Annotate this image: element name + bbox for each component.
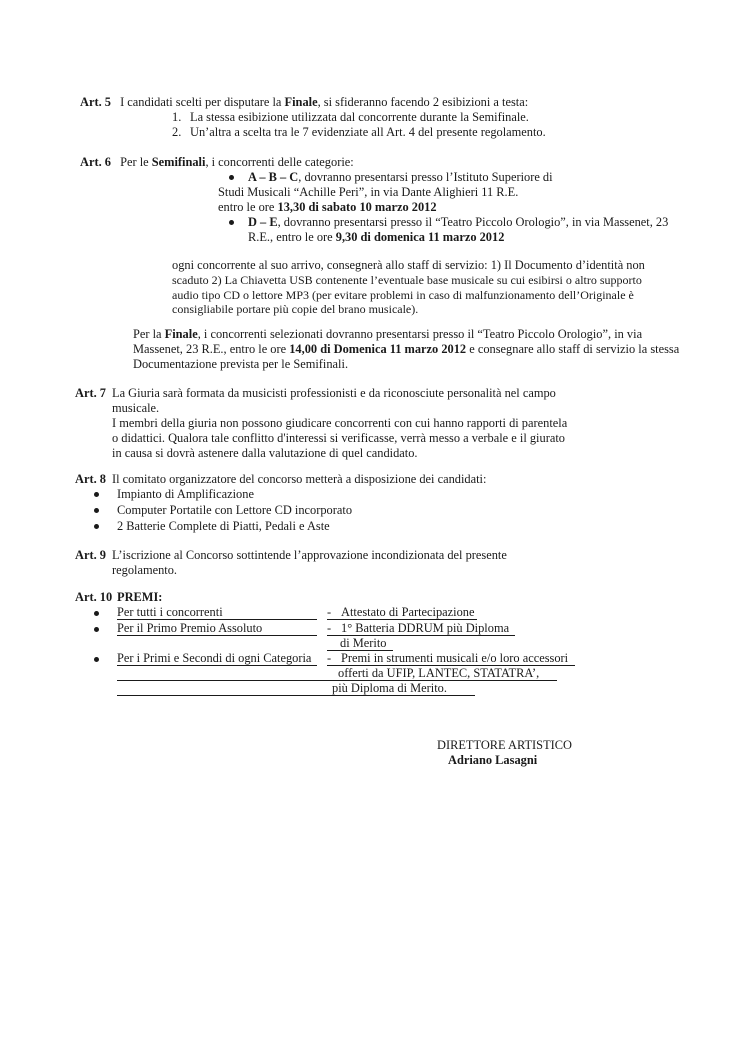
bullet-icon [94, 524, 99, 529]
art7-line5: in causa si dovrà astenere dalla valutazione di quel candidato. [112, 446, 418, 460]
art6-finale-line2: Massenet, 23 R.E., entro le ore 14,00 di Domenica 11 marzo 2012 e consegnare allo staff di servizio la stessa [133, 342, 680, 356]
art5-intro: Art. 5 I candidati scelti per disputare la Finale, si sfideranno facendo 2 esibizioni a testa: [80, 95, 529, 109]
prize-3-award-cont2: più Diploma di Merito. [332, 681, 447, 695]
art10-label: Art. 10 [75, 590, 113, 604]
art7-label: Art. 7 [75, 386, 106, 400]
art6-groupA-line2: Studi Musicali “Achille Peri”, in via Dante Alighieri 11 R.E. [218, 185, 519, 199]
underline [117, 695, 475, 696]
prize-2-recipient: Per il Primo Premio Assoluto [117, 621, 263, 635]
art7-line3: I membri della giuria non possono giudicare concorrenti con cui hanno rapporti di parentela [112, 416, 568, 430]
art6-docs-line1: ogni concorrente al suo arrivo, consegnerà allo staff di servizio: 1) Il Documento d’identità non [172, 258, 645, 272]
bullet-icon [94, 627, 99, 632]
art9-line2: regolamento. [112, 563, 178, 577]
art5-item-2: 2. Un’altra a scelta tra le 7 evidenziate all Art. 4 del presente regolamento. [172, 125, 546, 139]
art7-line1: La Giuria sarà formata da musicisti professionisti e da riconosciute personalità nel campo [112, 386, 556, 400]
art6-label: Art. 6 [80, 155, 111, 169]
art6-docs-line3: audio tipo CD o lettore MP3 (per evitare problemi in caso di malfunzionamento dell’Originale è [172, 288, 634, 302]
prize-3-award-cont: offerti da UFIP, LANTEC, STATATRA’, [338, 666, 540, 680]
signature-name: Adriano Lasagni [448, 753, 538, 767]
prize-1-award: Attestato di Partecipazione [341, 605, 475, 619]
art8-item-3: 2 Batterie Complete di Piatti, Pedali e Aste [117, 519, 330, 533]
art10-title: PREMI: [117, 590, 163, 604]
art6-docs-line4: consigliabile portare più copie del brano musicale). [172, 302, 419, 316]
art6-groupA-line1: A – B – C, dovranno presentarsi presso l’Istituto Superiore di [248, 170, 553, 184]
underline [117, 635, 317, 636]
underline [117, 619, 317, 620]
art6-docs-line2: scaduto 2) La Chiavetta USB contenente l’eventuale base musicale su cui esibirsi o altro supporto [172, 273, 642, 287]
art5-item-1: 1. La stessa esibizione utilizzata dal concorrente durante la Semifinale. [172, 110, 529, 124]
prize-1-dash: - [327, 605, 332, 619]
art8-label: Art. 8 [75, 472, 106, 486]
prize-3-dash: - [327, 651, 332, 665]
art8-intro: Il comitato organizzatore del concorso metterà a disposizione dei candidati: [112, 472, 487, 486]
bullet-icon [94, 657, 99, 662]
underline [117, 665, 317, 666]
prize-2-dash: - [327, 621, 332, 635]
art7-line2: musicale. [112, 401, 160, 415]
prize-3-award: Premi in strumenti musicali e/o loro accessori [341, 651, 569, 665]
art6-finale-line1: Per la Finale, i concorrenti selezionati dovranno presentarsi presso il “Teatro Piccolo Orologio”, in via [133, 327, 643, 341]
bullet-icon [94, 508, 99, 513]
art8-item-2: Computer Portatile con Lettore CD incorporato [117, 503, 353, 517]
art7-line4: o didattici. Qualora tale conflitto d'interessi si verificasse, verrà messo a verbale e il giurato [112, 431, 565, 445]
art6-intro: Art. 6 Per le Semifinali, i concorrenti delle categorie: [80, 155, 354, 169]
prize-2-award-cont: di Merito [340, 636, 387, 650]
prize-1-recipient: Per tutti i concorrenti [117, 605, 223, 619]
bullet-icon [229, 220, 234, 225]
bullet-icon [229, 175, 234, 180]
bullet-icon [94, 611, 99, 616]
art6-groupB-line2: R.E., entro le ore 9,30 di domenica 11 marzo 2012 [248, 230, 505, 244]
art6-groupB-line1: D – E, dovranno presentarsi presso il “Teatro Piccolo Orologio”, in via Massenet, 23 [248, 215, 669, 229]
art9-label: Art. 9 [75, 548, 106, 562]
prize-3-recipient: Per i Primi e Secondi di ogni Categoria [117, 651, 312, 665]
art6-finale-line3: Documentazione prevista per le Semifinali. [133, 357, 349, 371]
art6-groupA-line3: entro le ore 13,30 di sabato 10 marzo 2012 [218, 200, 437, 214]
prize-2-award: 1° Batteria DDRUM più Diploma [341, 621, 510, 635]
underline [327, 619, 477, 620]
art5-label: Art. 5 [80, 95, 111, 109]
bullet-icon [94, 492, 99, 497]
art8-item-1: Impianto di Amplificazione [117, 487, 254, 501]
art9-line1: L’iscrizione al Concorso sottintende l’approvazione incondizionata del presente [112, 548, 507, 562]
signature-role: DIRETTORE ARTISTICO [437, 738, 572, 752]
